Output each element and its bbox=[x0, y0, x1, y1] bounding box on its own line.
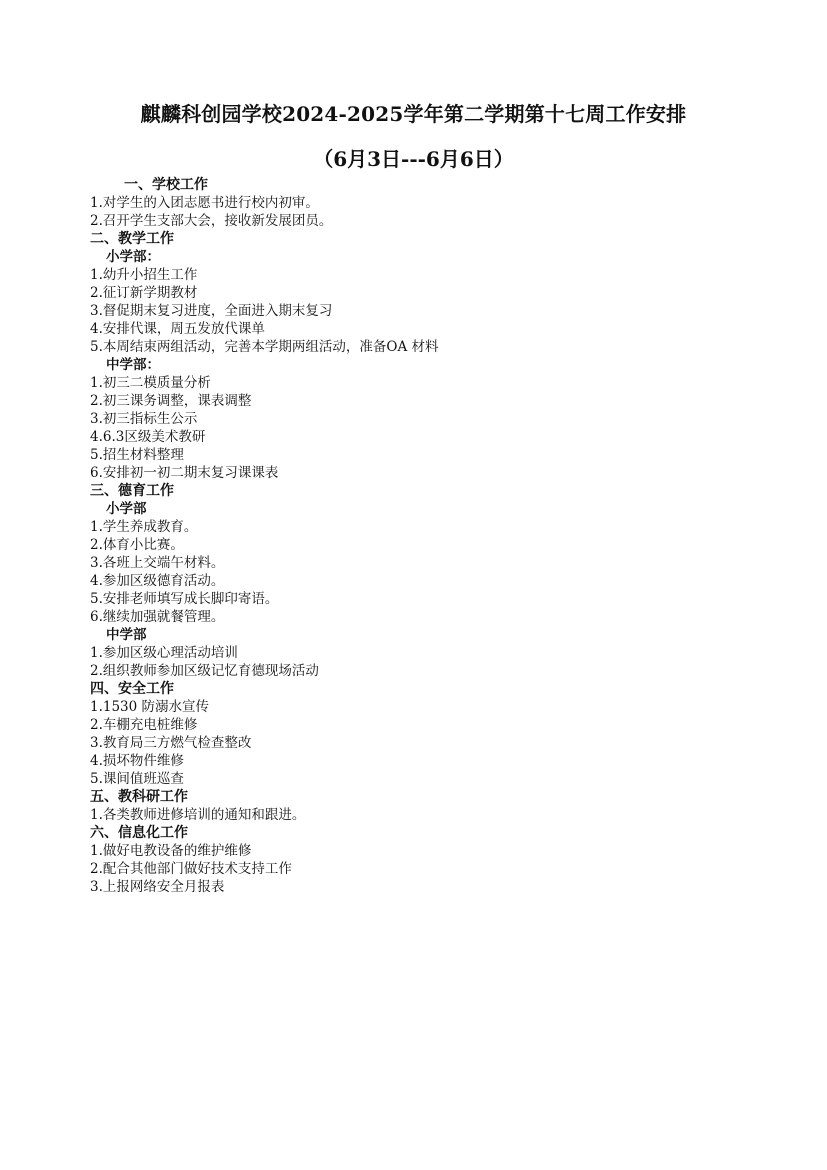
section-heading-school: 一、学校工作 bbox=[124, 177, 208, 193]
list-item: 2.召开学生支部大会，接收新发展团员。 bbox=[90, 213, 333, 229]
list-item: 3.上报网络安全月报表 bbox=[90, 879, 225, 895]
list-item: 1.各类教师进修培训的通知和跟进。 bbox=[90, 807, 306, 823]
list-item: 4.6.3区级美术教研 bbox=[90, 429, 206, 445]
list-item: 2.征订新学期教材 bbox=[90, 285, 198, 301]
page-title: 麒麟科创园学校2024-2025学年第二学期第十七周工作安排 bbox=[140, 102, 687, 126]
list-item: 2.配合其他部门做好技术支持工作 bbox=[90, 861, 292, 877]
list-item: 2.组织教师参加区级记忆育德现场活动 bbox=[90, 663, 319, 679]
list-item: 2.体育小比赛。 bbox=[90, 537, 184, 553]
subsection-heading-primary: 小学部： bbox=[106, 249, 160, 265]
list-item: 6.安排初一初二期末复习课课表 bbox=[90, 465, 279, 481]
list-item: 4.安排代课，周五发放代课单 bbox=[90, 321, 265, 337]
list-item: 1.对学生的入团志愿书进行校内初审。 bbox=[90, 195, 319, 211]
section-heading-teaching: 二、教学工作 bbox=[90, 231, 174, 247]
section-heading-moral: 三、德育工作 bbox=[90, 483, 174, 499]
list-item: 5.课间值班巡查 bbox=[90, 771, 184, 787]
list-item: 5.安排老师填写成长脚印寄语。 bbox=[90, 591, 279, 607]
list-item: 2.车棚充电桩维修 bbox=[90, 717, 198, 733]
list-item: 3.初三指标生公示 bbox=[90, 411, 198, 427]
list-item: 2.初三课务调整，课表调整 bbox=[90, 393, 252, 409]
list-item: 1.幼升小招生工作 bbox=[90, 267, 198, 283]
list-item: 5.招生材料整理 bbox=[90, 447, 184, 463]
list-item: 5.本周结束两组活动，完善本学期两组活动，准备OA 材料 bbox=[90, 339, 439, 355]
list-item: 6.继续加强就餐管理。 bbox=[90, 609, 225, 625]
list-item: 3.教育局三方燃气检查整改 bbox=[90, 735, 252, 751]
list-item: 1.做好电教设备的维护维修 bbox=[90, 843, 252, 859]
list-item: 1.1530 防溺水宣传 bbox=[90, 699, 210, 715]
document-body bbox=[90, 176, 790, 896]
section-heading-it: 六、信息化工作 bbox=[90, 825, 188, 841]
subsection-heading-middle: 中学部 bbox=[106, 627, 147, 643]
subsection-heading-middle: 中学部： bbox=[106, 357, 160, 373]
list-item: 1.初三二模质量分析 bbox=[90, 375, 211, 391]
list-item: 1.参加区级心理活动培训 bbox=[90, 645, 238, 661]
list-item: 3.督促期末复习进度，全面进入期末复习 bbox=[90, 303, 333, 319]
date-range: （6月3日---6月6日） bbox=[313, 147, 514, 171]
section-heading-safety: 四、安全工作 bbox=[90, 681, 174, 697]
list-item: 4.损坏物件维修 bbox=[90, 753, 184, 769]
list-item: 4.参加区级德育活动。 bbox=[90, 573, 225, 589]
section-heading-research: 五、教科研工作 bbox=[90, 789, 188, 805]
list-item: 3.各班上交端午材料。 bbox=[90, 555, 225, 571]
subsection-heading-primary: 小学部 bbox=[106, 501, 147, 517]
list-item: 1.学生养成教育。 bbox=[90, 519, 198, 535]
